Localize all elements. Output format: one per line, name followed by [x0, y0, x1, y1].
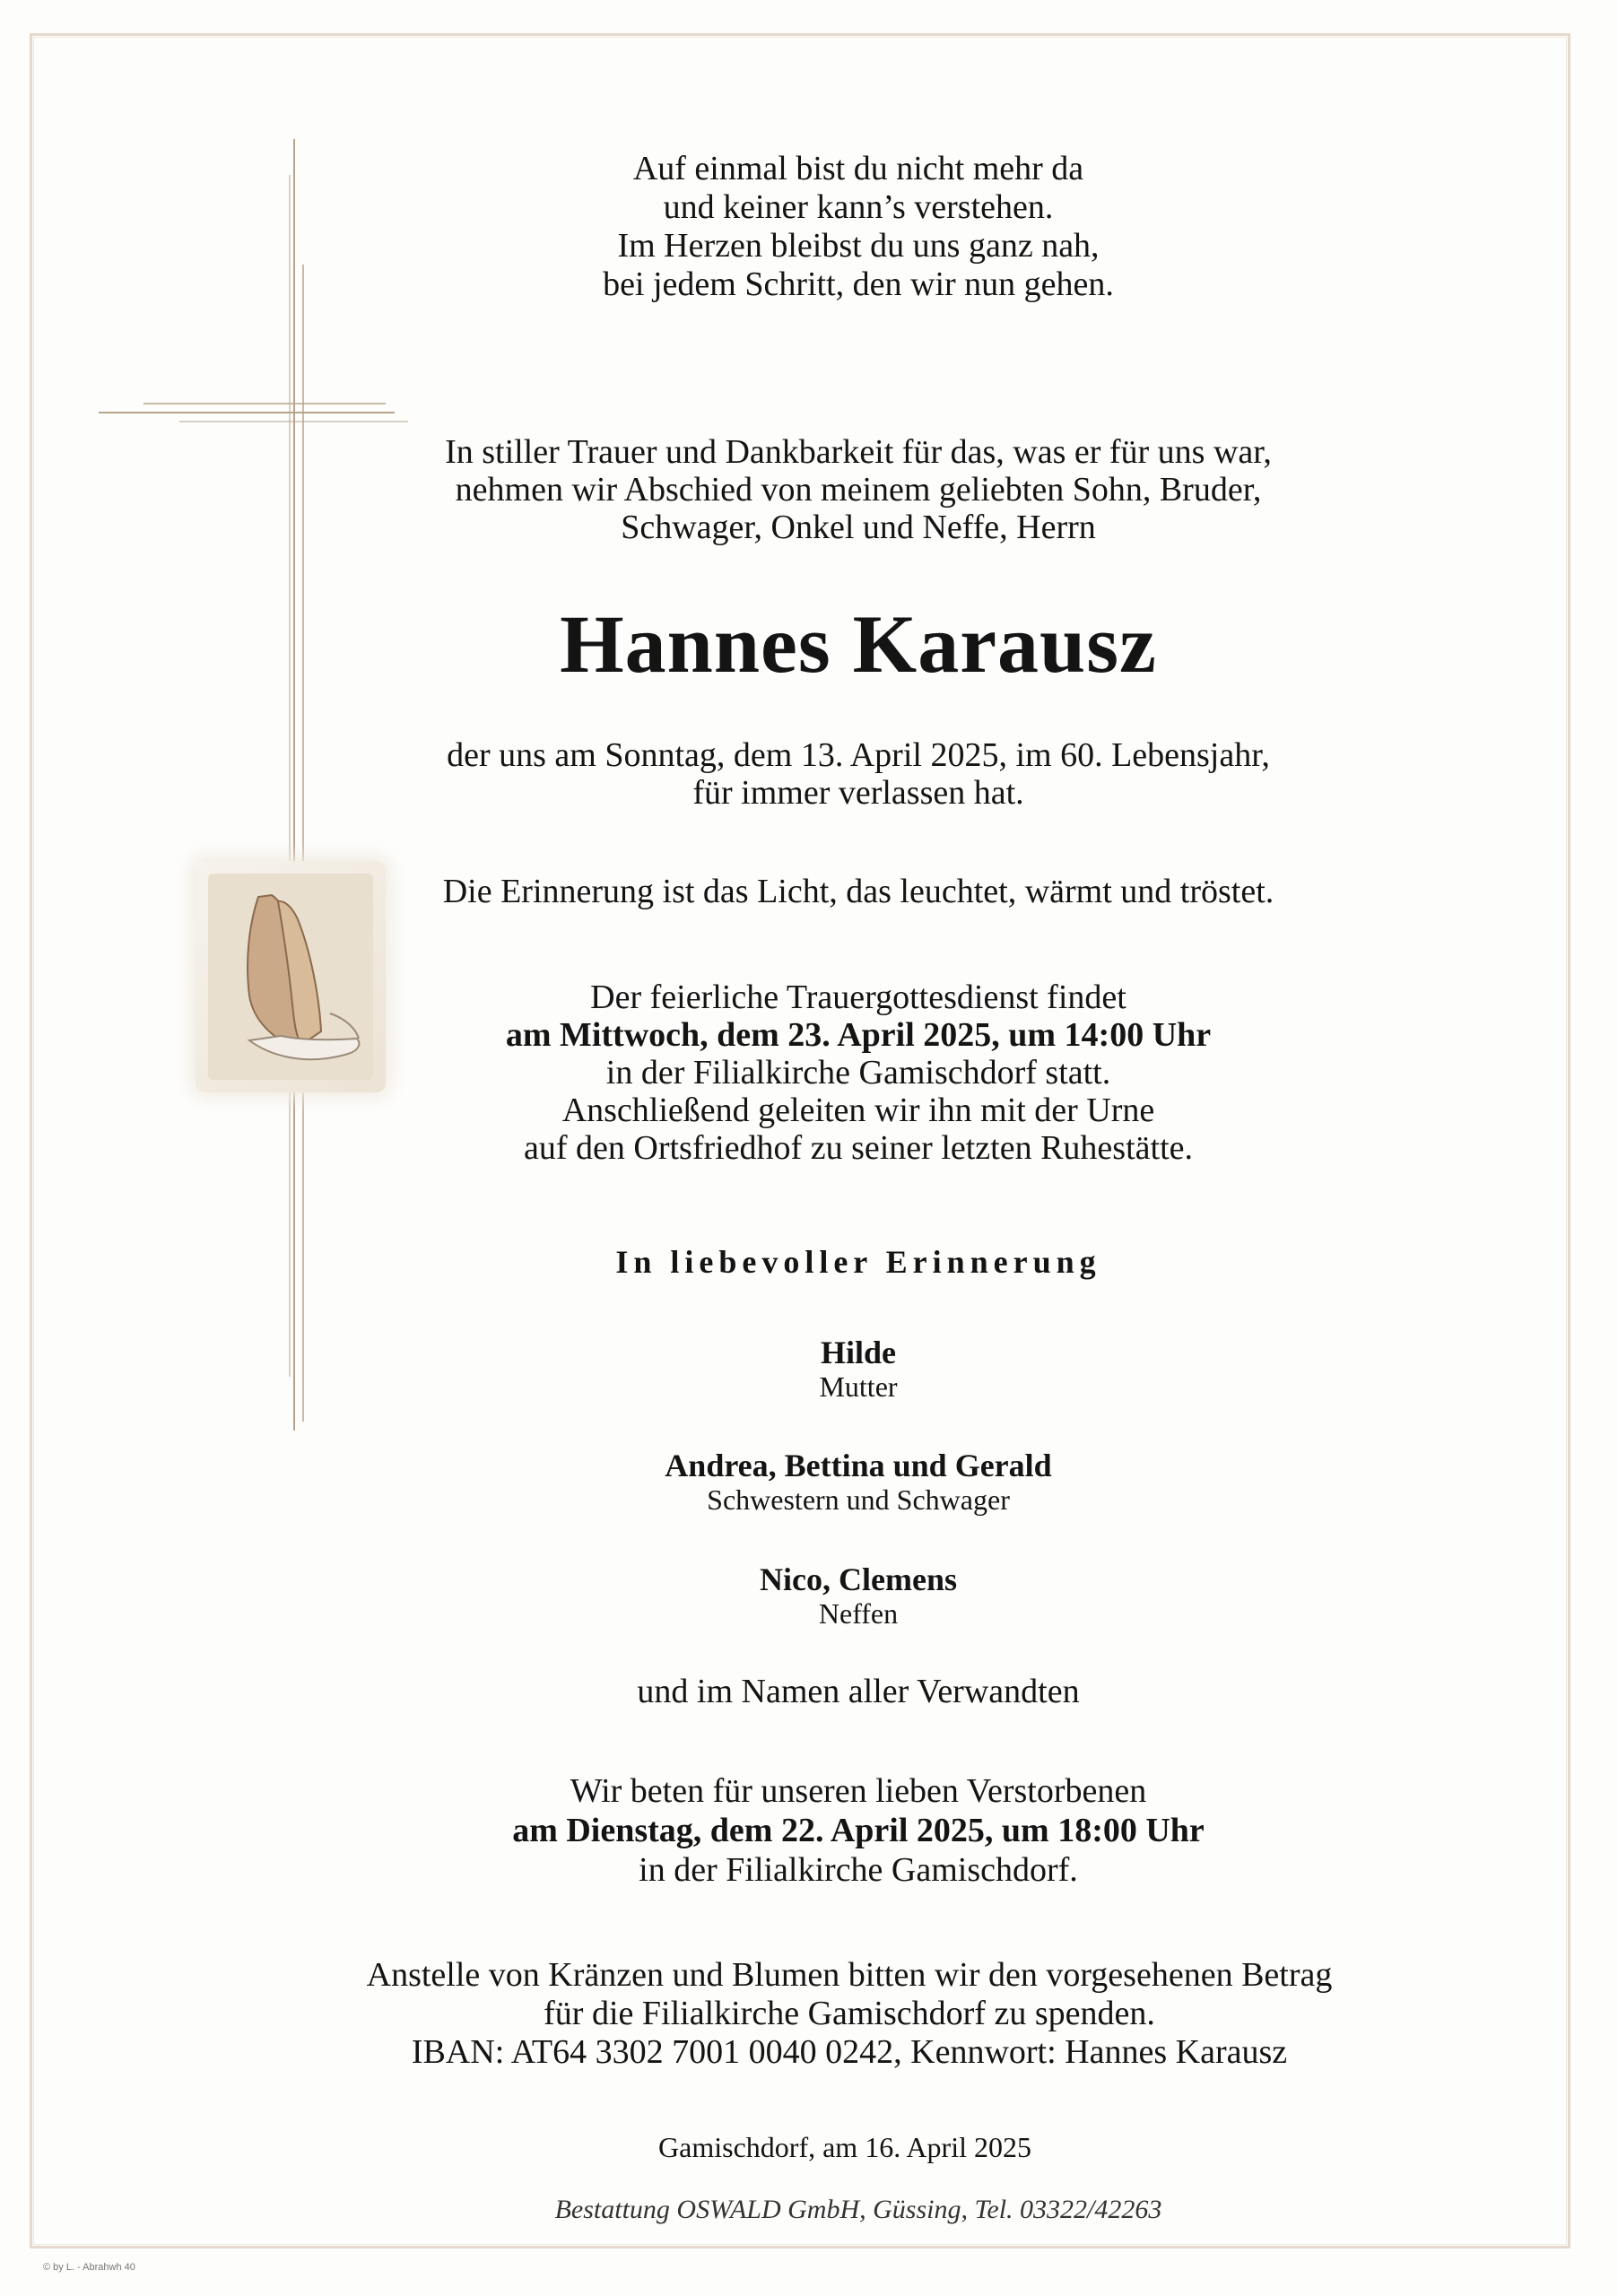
- donation-line-1: Anstelle von Kränzen und Blumen bitten wir den vorgesehenen Betrag: [366, 1956, 1333, 1994]
- donation-line-2: für die Filialkirche Gamischdorf zu spenden.: [544, 1995, 1155, 2032]
- prayer-line-3: in der Filialkirche Gamischdorf.: [639, 1851, 1078, 1889]
- poem-line-3: Im Herzen bleibst du uns ganz nah,: [617, 227, 1100, 265]
- death-notice-line-1: der uns am Sonntag, dem 13. April 2025, im 60. Lebensjahr,: [447, 736, 1270, 774]
- service-line-4: Anschließend geleiten wir ihn mit der Urne: [561, 1091, 1155, 1129]
- poem-line-1: Auf einmal bist du nicht mehr da: [632, 150, 1084, 187]
- deceased-name: Hannes Karausz: [560, 598, 1157, 690]
- prayer-line-1: Wir beten für unseren lieben Verstorbenen: [570, 1772, 1147, 1810]
- service-line-3: in der Filialkirche Gamischdorf statt.: [605, 1054, 1111, 1091]
- relatives-line: und im Namen aller Verwandten: [637, 1673, 1080, 1710]
- mourner-names: Andrea, Bettina und Gerald: [665, 1448, 1052, 1483]
- intro-line-2: nehmen wir Abschied von meinem geliebten Sohn, Bruder,: [455, 471, 1262, 509]
- service-date: am Mittwoch, dem 23. April 2025, um 14:00 Uhr: [505, 1016, 1212, 1054]
- mourner-relation: Mutter: [819, 1370, 898, 1403]
- service-line-5: auf den Ortsfriedhof zu seiner letzten Ruhestätte.: [524, 1129, 1193, 1167]
- intro-line-1: In stiller Trauer und Dankbarkeit für das, was er für uns war,: [445, 433, 1272, 471]
- poem-line-4: bei jedem Schritt, den wir nun gehen.: [603, 265, 1114, 303]
- mourner-names: Nico, Clemens: [760, 1561, 957, 1597]
- place-date: Gamischdorf, am 16. April 2025: [658, 2131, 1031, 2163]
- intro-line-3: Schwager, Onkel und Neffe, Herrn: [621, 509, 1096, 546]
- mourner-names: Hilde: [820, 1335, 896, 1370]
- donation-line-3: IBAN: AT64 3302 7001 0040 0242, Kennwort: Hannes Karausz: [411, 2033, 1288, 2071]
- copyright-note: © by L. - Abrahwh 40: [43, 2262, 135, 2273]
- prayer-date: am Dienstag, dem 22. April 2025, um 18:00 Uhr: [512, 1812, 1205, 1849]
- undertaker-footer: Bestattung OSWALD GmbH, Güssing, Tel. 03322/42263: [554, 2195, 1162, 2224]
- service-line-1: Der feierliche Trauergottesdienst findet: [590, 978, 1127, 1016]
- poem-line-2: und keiner kann’s verstehen.: [663, 188, 1054, 226]
- quote: Die Erinnerung ist das Licht, das leuchtet, wärmt und tröstet.: [442, 873, 1274, 910]
- mourner-relation: Neffen: [818, 1597, 899, 1630]
- mourner-relation: Schwestern und Schwager: [707, 1483, 1010, 1516]
- memory-heading: In liebevoller Erinnerung: [615, 1244, 1101, 1280]
- death-notice-line-2: für immer verlassen hat.: [692, 774, 1024, 812]
